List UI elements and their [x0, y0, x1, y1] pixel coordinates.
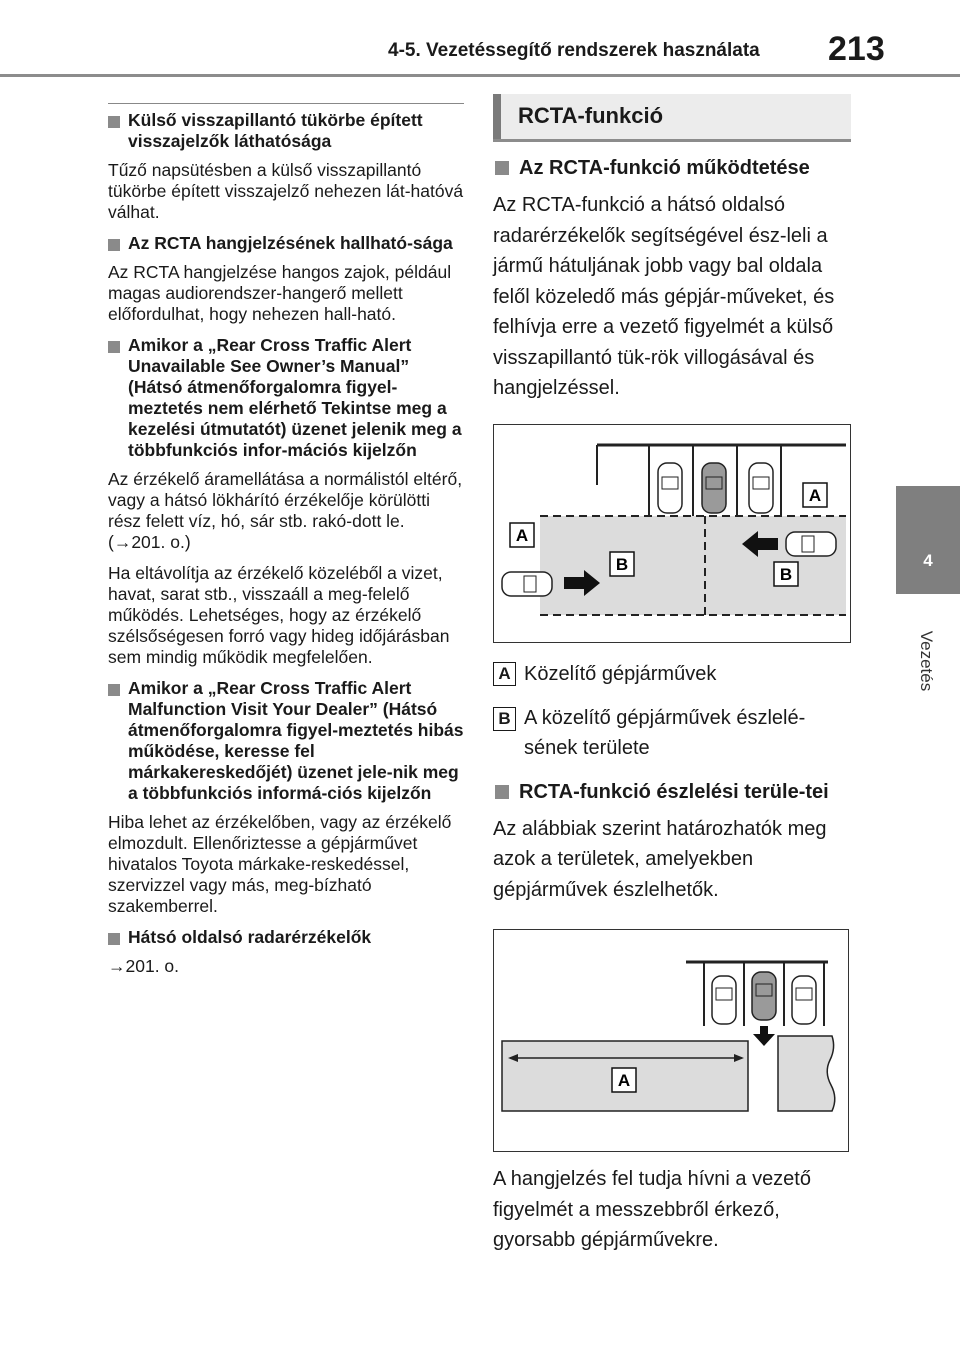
header-rule [0, 74, 960, 77]
paragraph: Az alábbiak szerint határozhatók meg azok a területek, amelyekben gépjárművek észlelhetők. [493, 817, 827, 901]
running-header: 4-5. Vezetéssegítő rendszerek használata [388, 40, 760, 61]
legend-item-b [493, 703, 851, 763]
legend-text: Közelítő gépjárművek [524, 662, 717, 685]
paragraph: Tűző napsütésben a külső visszapillantó tükörbe épített visszajelző nehezen lát-hatóvá válhat. [108, 160, 464, 222]
chapter-tab [896, 486, 960, 594]
subheading: Külső visszapillantó tükörbe épített visszajelzők láthatósága [108, 110, 464, 152]
subheading: RCTA-funkció észlelési terüle-tei [493, 777, 851, 807]
arrow-down-icon [753, 1026, 775, 1046]
label-b: B [615, 554, 629, 574]
chapter-label [894, 628, 958, 694]
label-a: A [808, 485, 822, 505]
subheading: Amikor a „Rear Cross Traffic Alert Malfunction Visit Your Dealer” (Hátsó átmenőforgalomra figyel-meztetés hibás működése, keresse fel márkakereskedőjét) üzenet jele-nik meg a többfunkciós informá-ciós kijelzőn [108, 678, 464, 804]
detection-area-right [778, 1036, 835, 1111]
paragraph: →201. o. [108, 956, 180, 976]
label-a: A [617, 1071, 631, 1090]
subheading: Hátsó oldalsó radarérzékelők [108, 927, 464, 948]
detection-area [540, 516, 846, 615]
subheading: Az RCTA-funkció működtetése [493, 153, 851, 183]
figure-rcta-operation-drawing [494, 425, 850, 642]
section-title: RCTA-funkció [518, 103, 664, 128]
figure-detection-areas-drawing [494, 930, 848, 1151]
section-heading-bar [493, 94, 501, 139]
legend-key: A [493, 662, 516, 686]
page-number: 213 [828, 30, 885, 68]
legend-key: B [493, 707, 516, 731]
subheading: Az RCTA hangjelzésének hallható-sága [108, 233, 464, 254]
paragraph: Az érzékelő áramellátása a normálistól eltérő, vagy a hátsó lökhárító érzékelője körülötti rész felett víz, hó, sár stb. rakó-dott le. (→201. o.) [108, 469, 463, 552]
chapter-label-text: Vezetés [917, 630, 936, 692]
paragraph: Az RCTA hangjelzése hangos zajok, például magas audiorendszer-hangerő mellett előfordulhat, hogy nehezen hall-ható. [108, 262, 452, 324]
paragraph: Ha eltávolítja az érzékelő közeléből a vizet, havat, sarat stb., visszaáll a meg-felelő működés. Lehetséges, hogy az érzékelő szélsőségesen forró vagy hideg időjárásban sem mindig működik megfelelően. [108, 563, 450, 667]
subheading: Amikor a „Rear Cross Traffic Alert Unavailable See Owner’s Manual” (Hátsó átmenőforgalomra figyel-meztetés nem elérhető Tekintse meg a kezelési útmutatót) üzenet jelenik meg a többfunkciós infor-mációs kijelzőn [108, 335, 464, 461]
paragraph: Hiba lehet az érzékelőben, vagy az érzékelő elmozdult. Ellenőriztesse a gépjárművet hivatalos Toyota márkake-reskedéssel, szervizzel vagy más, meg-bízható szakemberrel. [108, 812, 452, 916]
chapter-number: 4 [923, 551, 933, 570]
section-heading-box [493, 94, 851, 142]
column-top-rule [108, 103, 464, 104]
label-a: A [515, 525, 529, 545]
label-b: B [779, 564, 793, 584]
legend-item-a [493, 659, 851, 689]
left-column [108, 103, 464, 987]
right-column [493, 94, 851, 1256]
paragraph: A hangjelzés fel tudja hívni a vezető figyelmét a messzebbről érkező, gyorsabb gépjárművekre. [493, 1168, 811, 1251]
figure-rcta-operation [493, 424, 851, 643]
figure-detection-areas [493, 929, 849, 1152]
legend-text: A közelítő gépjárművek észlelé-sének területe [524, 706, 806, 759]
paragraph: Az RCTA-funkció a hátsó oldalsó radarérzékelők segítségével ész-leli a jármű hátuljának jobb vagy bal oldala felől közeledő más gépjár-műveket, és felhívja erre a vezető figyelmét a külső visszapillantó tük-rök villogásával és hangjelzéssel. [493, 194, 835, 399]
